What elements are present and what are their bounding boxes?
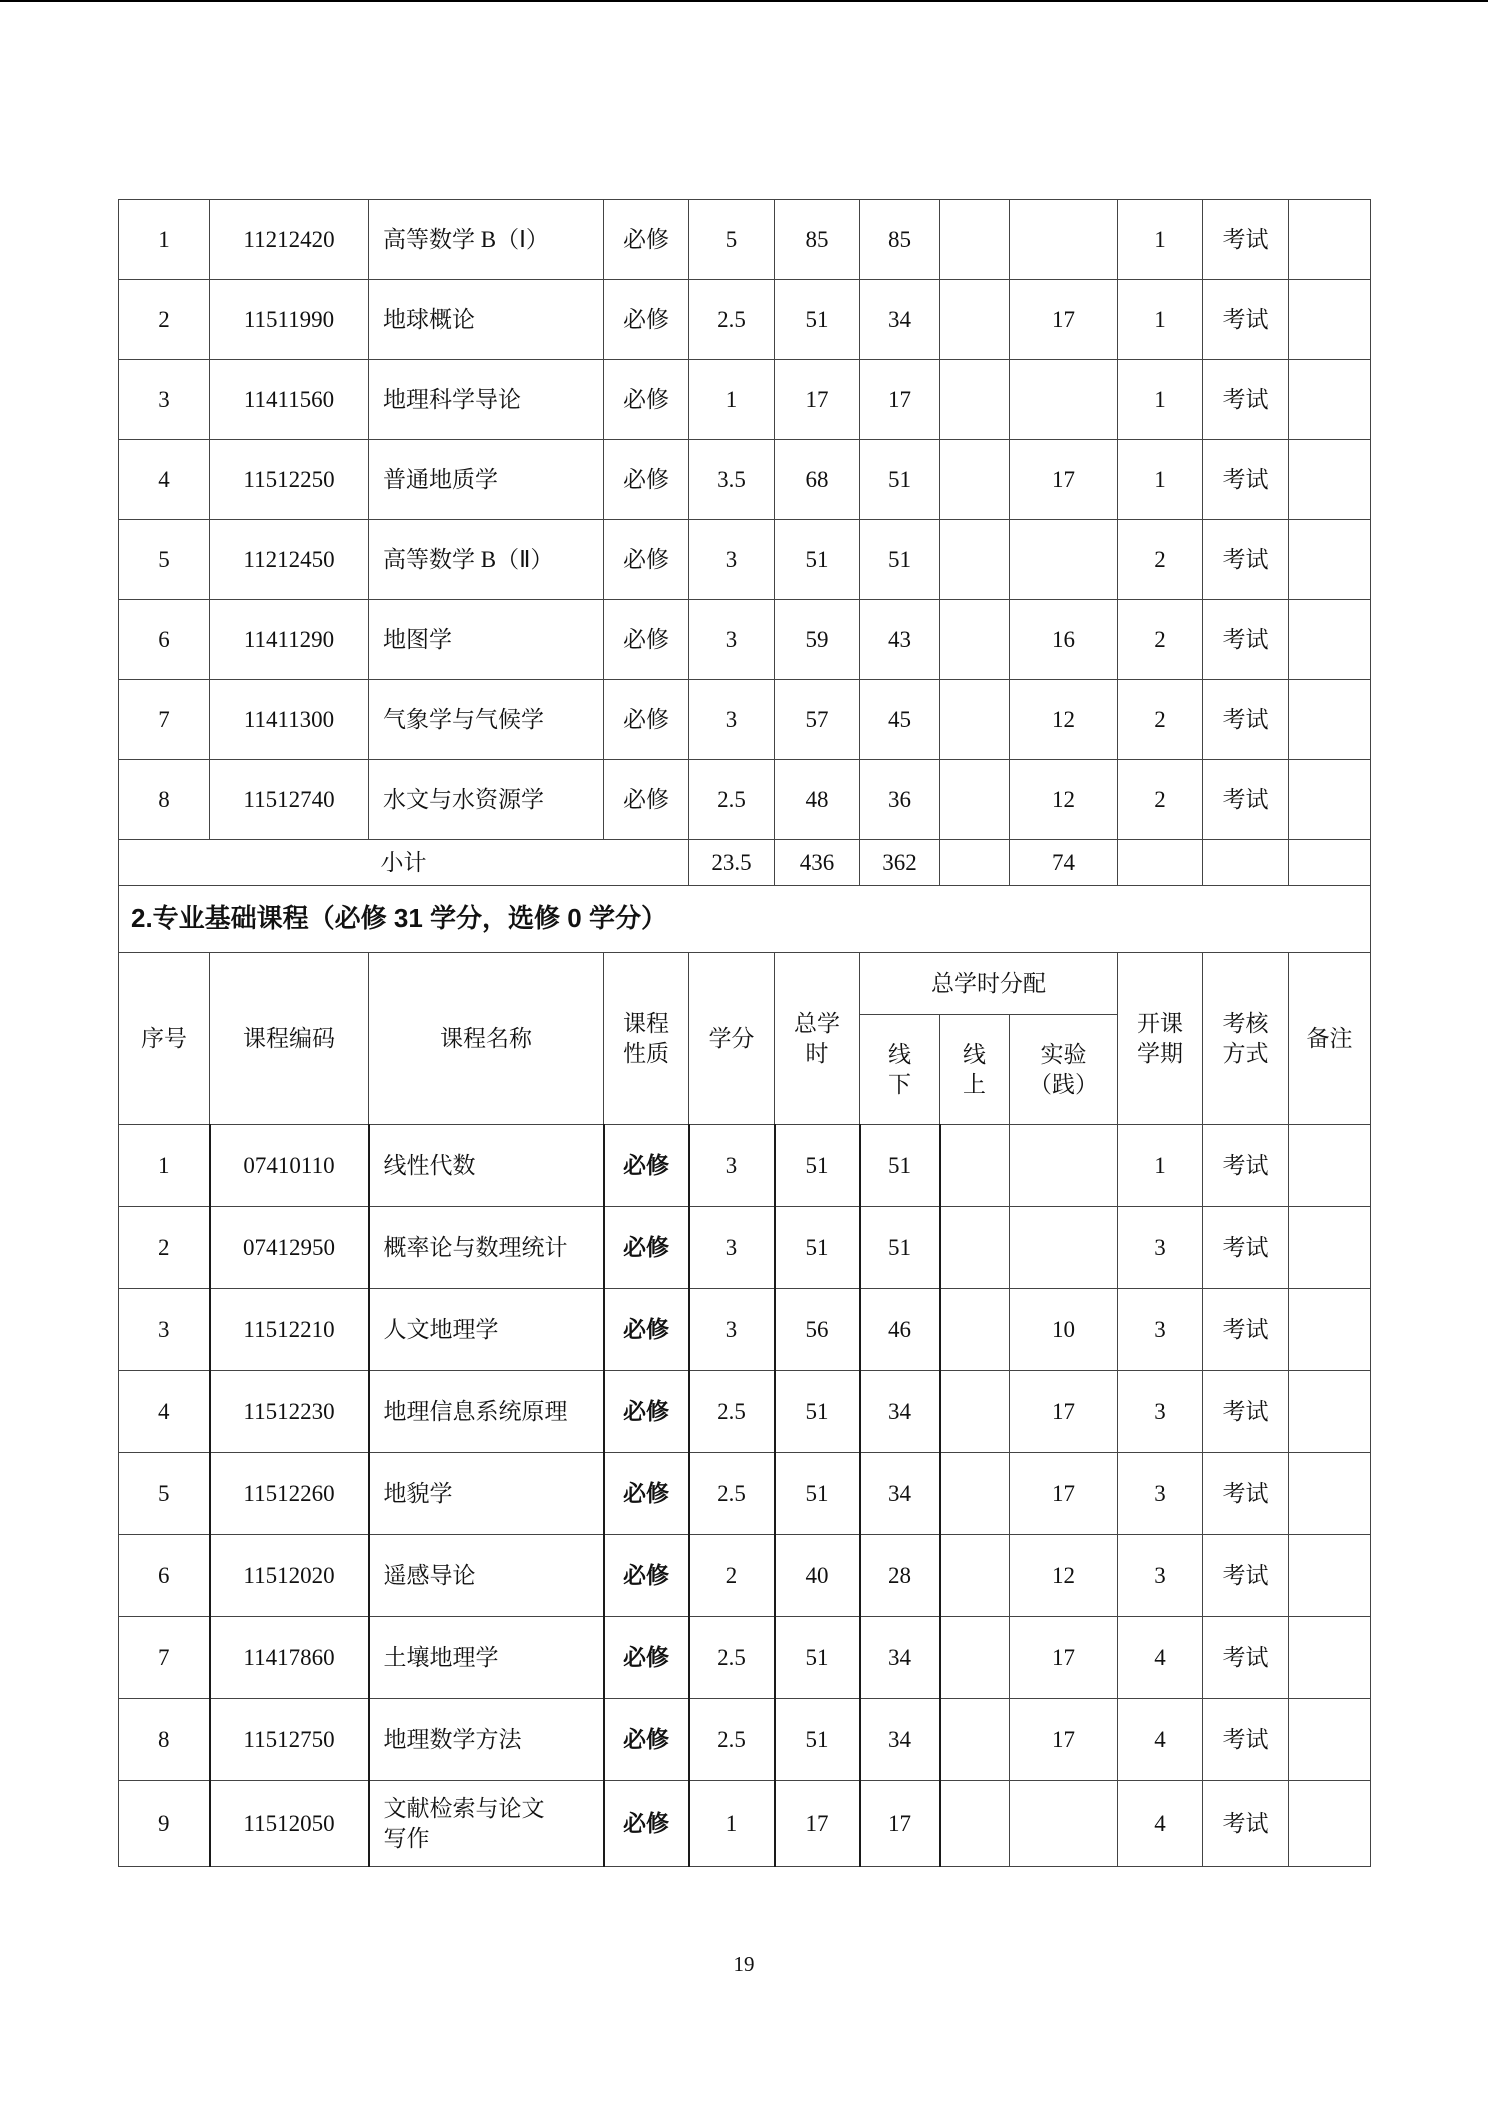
cell-credit: 3 (689, 520, 775, 600)
cell-hours: 57 (775, 680, 860, 760)
cell-offline: 34 (860, 1617, 940, 1699)
header-online: 线 上 (940, 1015, 1010, 1125)
cell-note (1289, 600, 1371, 680)
cell-hours: 17 (775, 1781, 860, 1867)
header-code: 课程编码 (210, 953, 369, 1125)
cell-lab (1010, 1207, 1118, 1289)
cell-no: 4 (119, 440, 210, 520)
cell-code: 07412950 (210, 1207, 369, 1289)
cell-lab: 17 (1010, 1699, 1118, 1781)
cell-hours: 48 (775, 760, 860, 840)
table-row (119, 280, 1371, 360)
cell-code: 07410110 (210, 1125, 369, 1207)
subtotal-online (940, 840, 1010, 886)
cell-credit: 2.5 (689, 280, 775, 360)
cell-credit: 1 (689, 360, 775, 440)
header-exam: 考核 方式 (1203, 953, 1289, 1125)
cell-exam: 考试 (1203, 1371, 1289, 1453)
cell-no: 8 (119, 1699, 210, 1781)
cell-offline: 36 (860, 760, 940, 840)
subtotal-credit: 23.5 (689, 840, 775, 886)
cell-credit: 5 (689, 200, 775, 280)
cell-lab (1010, 200, 1118, 280)
cell-name: 地理数学方法 (369, 1699, 604, 1781)
cell-type: 必修 (604, 1289, 689, 1371)
cell-code: 11411560 (210, 360, 369, 440)
cell-hours: 51 (775, 1617, 860, 1699)
header-semester: 开课 学期 (1118, 953, 1203, 1125)
cell-semester: 2 (1118, 680, 1203, 760)
cell-code: 11212420 (210, 200, 369, 280)
cell-name: 水文与水资源学 (369, 760, 604, 840)
cell-type: 必修 (604, 200, 689, 280)
cell-note (1289, 1371, 1371, 1453)
cell-type: 必修 (604, 1535, 689, 1617)
cell-offline: 34 (860, 1453, 940, 1535)
cell-online (940, 360, 1010, 440)
cell-no: 1 (119, 1125, 210, 1207)
subtotal-row (119, 840, 1371, 886)
cell-exam: 考试 (1203, 1781, 1289, 1867)
cell-no: 3 (119, 360, 210, 440)
table-row (119, 1453, 1371, 1535)
section2-rows (119, 1125, 1371, 1867)
cell-name: 人文地理学 (369, 1289, 604, 1371)
cell-lab (1010, 1125, 1118, 1207)
cell-name: 线性代数 (369, 1125, 604, 1207)
table-row (119, 600, 1371, 680)
cell-lab (1010, 1781, 1118, 1867)
cell-offline: 28 (860, 1535, 940, 1617)
cell-lab: 17 (1010, 1371, 1118, 1453)
cell-online (940, 1699, 1010, 1781)
cell-name: 高等数学 B（Ⅱ） (369, 520, 604, 600)
cell-semester: 4 (1118, 1617, 1203, 1699)
cell-exam: 考试 (1203, 1453, 1289, 1535)
cell-offline: 17 (860, 1781, 940, 1867)
cell-semester: 1 (1118, 440, 1203, 520)
cell-credit: 3 (689, 600, 775, 680)
cell-online (940, 280, 1010, 360)
cell-lab (1010, 360, 1118, 440)
cell-name: 地貌学 (369, 1453, 604, 1535)
cell-note (1289, 760, 1371, 840)
section1-footer-and-section2-header (119, 840, 1371, 1125)
cell-exam: 考试 (1203, 520, 1289, 600)
subtotal-exam (1203, 840, 1289, 886)
table-row (119, 1289, 1371, 1371)
cell-hours: 51 (775, 520, 860, 600)
cell-hours: 56 (775, 1289, 860, 1371)
cell-code: 11512750 (210, 1699, 369, 1781)
section-heading: 2.专业基础课程（必修 31 学分，选修 0 学分） (119, 886, 1371, 953)
header-credit: 学分 (689, 953, 775, 1125)
cell-note (1289, 200, 1371, 280)
cell-semester: 3 (1118, 1289, 1203, 1371)
table-row (119, 1535, 1371, 1617)
cell-code: 11417860 (210, 1617, 369, 1699)
cell-credit: 2.5 (689, 760, 775, 840)
cell-code: 11511990 (210, 280, 369, 360)
subtotal-label: 小计 (119, 840, 689, 886)
cell-exam: 考试 (1203, 200, 1289, 280)
cell-credit: 2.5 (689, 1453, 775, 1535)
table-row (119, 1207, 1371, 1289)
cell-code: 11212450 (210, 520, 369, 600)
cell-code: 11411300 (210, 680, 369, 760)
cell-online (940, 1453, 1010, 1535)
course-table (118, 199, 1371, 1867)
cell-note (1289, 1289, 1371, 1371)
cell-offline: 45 (860, 680, 940, 760)
cell-semester: 3 (1118, 1371, 1203, 1453)
cell-online (940, 680, 1010, 760)
cell-credit: 3 (689, 1289, 775, 1371)
section1-rows (119, 200, 1371, 840)
cell-credit: 2.5 (689, 1699, 775, 1781)
cell-code: 11512250 (210, 440, 369, 520)
cell-lab: 12 (1010, 1535, 1118, 1617)
cell-exam: 考试 (1203, 440, 1289, 520)
cell-hours: 51 (775, 1371, 860, 1453)
header-type: 课程 性质 (604, 953, 689, 1125)
cell-type: 必修 (604, 600, 689, 680)
cell-lab: 12 (1010, 680, 1118, 760)
cell-type: 必修 (604, 1125, 689, 1207)
cell-online (940, 1207, 1010, 1289)
cell-online (940, 200, 1010, 280)
cell-name: 地图学 (369, 600, 604, 680)
subtotal-note (1289, 840, 1371, 886)
cell-lab: 10 (1010, 1289, 1118, 1371)
cell-note (1289, 1535, 1371, 1617)
cell-name: 地理科学导论 (369, 360, 604, 440)
cell-no: 5 (119, 520, 210, 600)
cell-semester: 3 (1118, 1535, 1203, 1617)
cell-lab: 16 (1010, 600, 1118, 680)
cell-offline: 85 (860, 200, 940, 280)
cell-semester: 4 (1118, 1781, 1203, 1867)
cell-type: 必修 (604, 1207, 689, 1289)
section-heading-row (119, 886, 1371, 953)
cell-exam: 考试 (1203, 1289, 1289, 1371)
cell-online (940, 520, 1010, 600)
cell-credit: 2.5 (689, 1617, 775, 1699)
cell-offline: 34 (860, 280, 940, 360)
cell-no: 9 (119, 1781, 210, 1867)
cell-name: 地球概论 (369, 280, 604, 360)
table-row (119, 680, 1371, 760)
cell-note (1289, 680, 1371, 760)
cell-hours: 51 (775, 280, 860, 360)
cell-no: 1 (119, 200, 210, 280)
cell-hours: 51 (775, 1125, 860, 1207)
cell-type: 必修 (604, 1699, 689, 1781)
cell-online (940, 1289, 1010, 1371)
cell-semester: 2 (1118, 520, 1203, 600)
cell-note (1289, 1781, 1371, 1867)
cell-hours: 17 (775, 360, 860, 440)
cell-no: 2 (119, 280, 210, 360)
header-offline: 线 下 (860, 1015, 940, 1125)
cell-code: 11512020 (210, 1535, 369, 1617)
cell-semester: 2 (1118, 760, 1203, 840)
cell-name: 文献检索与论文 写作 (369, 1781, 604, 1867)
cell-semester: 1 (1118, 360, 1203, 440)
cell-hours: 51 (775, 1699, 860, 1781)
cell-hours: 51 (775, 1453, 860, 1535)
cell-code: 11512740 (210, 760, 369, 840)
header-name: 课程名称 (369, 953, 604, 1125)
cell-note (1289, 1453, 1371, 1535)
cell-exam: 考试 (1203, 1207, 1289, 1289)
cell-type: 必修 (604, 280, 689, 360)
header-distribution: 总学时分配 (860, 953, 1118, 1015)
table-row (119, 440, 1371, 520)
page-number: 19 (733, 1952, 755, 1976)
table-row (119, 1617, 1371, 1699)
cell-note (1289, 1699, 1371, 1781)
cell-name: 普通地质学 (369, 440, 604, 520)
table-row (119, 1371, 1371, 1453)
header-note: 备注 (1289, 953, 1371, 1125)
cell-offline: 43 (860, 600, 940, 680)
header-lab: 实验 （践） (1010, 1015, 1118, 1125)
cell-no: 6 (119, 1535, 210, 1617)
cell-online (940, 1125, 1010, 1207)
cell-semester: 3 (1118, 1453, 1203, 1535)
cell-code: 11512260 (210, 1453, 369, 1535)
cell-semester: 1 (1118, 280, 1203, 360)
cell-lab: 17 (1010, 1617, 1118, 1699)
header-no: 序号 (119, 953, 210, 1125)
cell-type: 必修 (604, 680, 689, 760)
subtotal-semester (1118, 840, 1203, 886)
cell-offline: 34 (860, 1371, 940, 1453)
cell-no: 7 (119, 680, 210, 760)
cell-credit: 3 (689, 1125, 775, 1207)
cell-lab: 17 (1010, 440, 1118, 520)
cell-lab (1010, 520, 1118, 600)
cell-online (940, 600, 1010, 680)
cell-type: 必修 (604, 360, 689, 440)
cell-offline: 51 (860, 1125, 940, 1207)
cell-offline: 51 (860, 1207, 940, 1289)
cell-hours: 40 (775, 1535, 860, 1617)
cell-exam: 考试 (1203, 1125, 1289, 1207)
cell-lab: 17 (1010, 280, 1118, 360)
cell-code: 11512230 (210, 1371, 369, 1453)
cell-name: 遥感导论 (369, 1535, 604, 1617)
cell-no: 2 (119, 1207, 210, 1289)
cell-hours: 68 (775, 440, 860, 520)
page-top-border (0, 0, 1488, 2)
cell-online (940, 1535, 1010, 1617)
cell-type: 必修 (604, 1781, 689, 1867)
cell-online (940, 1371, 1010, 1453)
cell-credit: 3 (689, 1207, 775, 1289)
cell-exam: 考试 (1203, 760, 1289, 840)
cell-semester: 3 (1118, 1207, 1203, 1289)
cell-offline: 17 (860, 360, 940, 440)
cell-note (1289, 440, 1371, 520)
cell-offline: 46 (860, 1289, 940, 1371)
table-row (119, 200, 1371, 280)
cell-type: 必修 (604, 1617, 689, 1699)
cell-exam: 考试 (1203, 600, 1289, 680)
cell-note (1289, 360, 1371, 440)
cell-hours: 85 (775, 200, 860, 280)
cell-credit: 3 (689, 680, 775, 760)
cell-online (940, 440, 1010, 520)
cell-online (940, 1617, 1010, 1699)
cell-hours: 51 (775, 1207, 860, 1289)
cell-no: 8 (119, 760, 210, 840)
cell-note (1289, 1207, 1371, 1289)
cell-offline: 51 (860, 440, 940, 520)
cell-note (1289, 520, 1371, 600)
cell-type: 必修 (604, 760, 689, 840)
cell-semester: 2 (1118, 600, 1203, 680)
cell-no: 5 (119, 1453, 210, 1535)
cell-type: 必修 (604, 440, 689, 520)
cell-name: 高等数学 B（Ⅰ） (369, 200, 604, 280)
cell-offline: 34 (860, 1699, 940, 1781)
cell-online (940, 760, 1010, 840)
cell-note (1289, 1617, 1371, 1699)
cell-code: 11411290 (210, 600, 369, 680)
cell-no: 7 (119, 1617, 210, 1699)
cell-type: 必修 (604, 520, 689, 600)
table-row (119, 360, 1371, 440)
cell-note (1289, 280, 1371, 360)
table-row (119, 1699, 1371, 1781)
cell-exam: 考试 (1203, 1699, 1289, 1781)
header-row (119, 953, 1371, 1015)
cell-exam: 考试 (1203, 360, 1289, 440)
table-row (119, 1781, 1371, 1867)
cell-credit: 2.5 (689, 1371, 775, 1453)
cell-online (940, 1781, 1010, 1867)
cell-exam: 考试 (1203, 680, 1289, 760)
cell-type: 必修 (604, 1371, 689, 1453)
header-hours: 总学 时 (775, 953, 860, 1125)
cell-name: 气象学与气候学 (369, 680, 604, 760)
cell-type: 必修 (604, 1453, 689, 1535)
table-row (119, 1125, 1371, 1207)
cell-semester: 4 (1118, 1699, 1203, 1781)
cell-lab: 17 (1010, 1453, 1118, 1535)
cell-no: 4 (119, 1371, 210, 1453)
cell-credit: 1 (689, 1781, 775, 1867)
cell-credit: 2 (689, 1535, 775, 1617)
subtotal-offline: 362 (860, 840, 940, 886)
cell-credit: 3.5 (689, 440, 775, 520)
subtotal-lab: 74 (1010, 840, 1118, 886)
cell-name: 概率论与数理统计 (369, 1207, 604, 1289)
cell-exam: 考试 (1203, 1617, 1289, 1699)
cell-semester: 1 (1118, 200, 1203, 280)
cell-code: 11512050 (210, 1781, 369, 1867)
subtotal-hours: 436 (775, 840, 860, 886)
cell-note (1289, 1125, 1371, 1207)
table-row (119, 760, 1371, 840)
cell-name: 土壤地理学 (369, 1617, 604, 1699)
cell-exam: 考试 (1203, 1535, 1289, 1617)
cell-exam: 考试 (1203, 280, 1289, 360)
cell-lab: 12 (1010, 760, 1118, 840)
cell-no: 3 (119, 1289, 210, 1371)
cell-semester: 1 (1118, 1125, 1203, 1207)
cell-no: 6 (119, 600, 210, 680)
cell-code: 11512210 (210, 1289, 369, 1371)
cell-hours: 59 (775, 600, 860, 680)
cell-offline: 51 (860, 520, 940, 600)
table-row (119, 520, 1371, 600)
cell-name: 地理信息系统原理 (369, 1371, 604, 1453)
